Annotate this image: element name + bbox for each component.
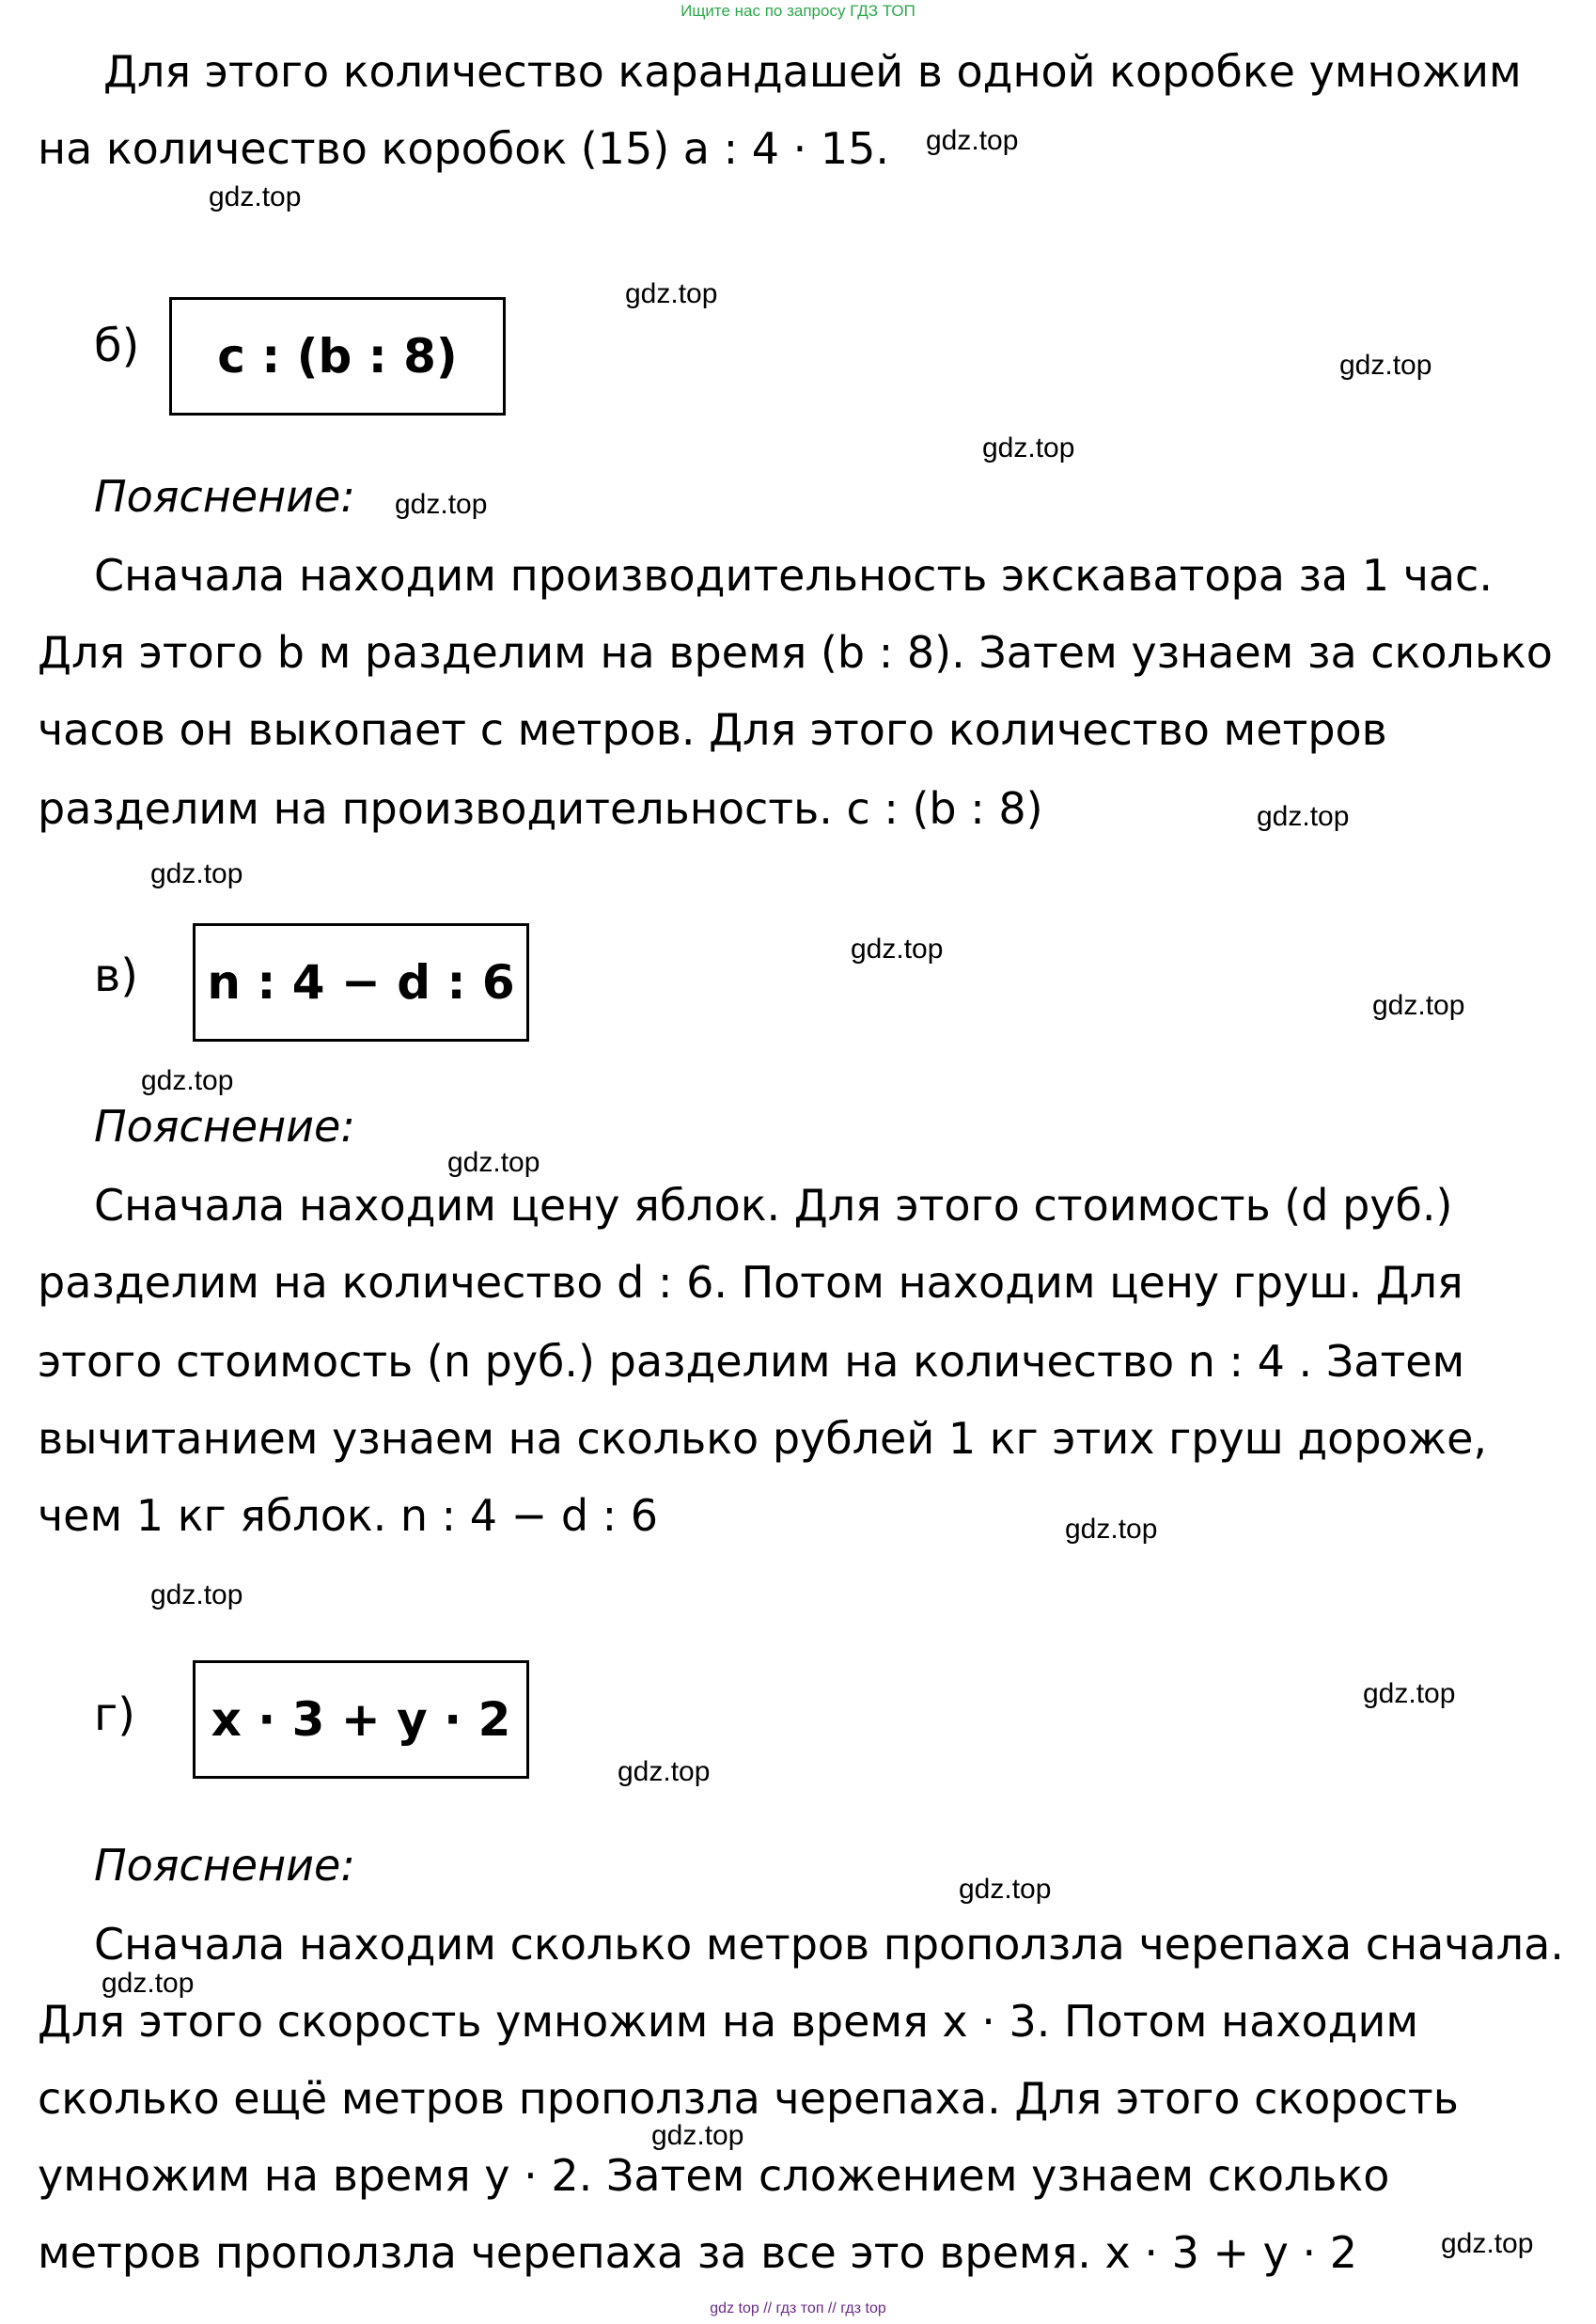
explanation-b-line-3: часов он выкопает c метров. Для этого количество метров — [38, 704, 1387, 755]
watermark: gdz.top — [1441, 2228, 1534, 2259]
watermark: gdz.top — [959, 1874, 1052, 1905]
watermark: gdz.top — [618, 1756, 711, 1787]
watermark: gdz.top — [926, 125, 1019, 156]
item-label-v: в) — [94, 950, 139, 1002]
watermark: gdz.top — [651, 2120, 744, 2151]
item-label-b: б) — [94, 320, 140, 372]
watermark: gdz.top — [141, 1065, 234, 1096]
footer-note: gdz top // гдз топ // гдз top — [710, 2300, 886, 2316]
explanation-g-line-2: Для этого скорость умножим на время x · 3. Потом находим — [38, 1996, 1419, 2047]
watermark: gdz.top — [625, 278, 718, 309]
explanation-b-line-1: Сначала находим производительность экскаватора за 1 час. — [94, 550, 1493, 601]
explanation-g-line-3: сколько ещё метров проползла черепаха. Для этого скорость — [38, 2073, 1459, 2124]
explanation-heading-g: Пояснение: — [94, 1840, 355, 1891]
explanation-v-line-4: вычитанием узнаем на сколько рублей 1 кг этих груш дороже, — [38, 1413, 1488, 1464]
item-label-g: г) — [94, 1688, 135, 1741]
watermark: gdz.top — [102, 1968, 195, 1999]
watermark: gdz.top — [1372, 990, 1465, 1021]
watermark: gdz.top — [150, 1579, 243, 1610]
watermark: gdz.top — [1339, 350, 1432, 381]
watermark: gdz.top — [209, 181, 302, 212]
explanation-g-line-5: метров проползла черепаха за все это время. x · 3 + y · 2 — [38, 2227, 1357, 2278]
watermark: gdz.top — [447, 1147, 540, 1178]
formula-box-b: c : (b : 8) — [169, 297, 506, 416]
explanation-v-line-5: чем 1 кг яблок. n : 4 − d : 6 — [38, 1490, 659, 1541]
formula-box-v: n : 4 − d : 6 — [193, 923, 529, 1042]
explanation-b-line-2: Для этого b м разделим на время (b : 8). Затем узнаем за сколько — [38, 627, 1553, 678]
watermark: gdz.top — [851, 934, 944, 965]
watermark: gdz.top — [1257, 801, 1350, 832]
explanation-v-line-2: разделим на количество d : 6. Потом находим цену груш. Для — [38, 1257, 1463, 1308]
watermark: gdz.top — [395, 489, 488, 520]
intro-line-2: на количество коробок (15) a : 4 · 15. — [38, 123, 890, 174]
explanation-heading-b: Пояснение: — [94, 471, 355, 522]
formula-box-g: x · 3 + y · 2 — [193, 1660, 529, 1779]
explanation-b-line-4: разделим на производительность. c : (b : 8) — [38, 783, 1043, 834]
watermark: gdz.top — [1363, 1678, 1456, 1709]
explanation-g-line-4: умножим на время y · 2. Затем сложением узнаем сколько — [38, 2150, 1390, 2201]
watermark: gdz.top — [150, 858, 243, 889]
explanation-heading-v: Пояснение: — [94, 1101, 355, 1152]
header-note: Ищите нас по запросу ГДЗ ТОП — [681, 2, 915, 20]
explanation-g-line-1: Сначала находим сколько метров проползла черепаха сначала. — [94, 1919, 1564, 1970]
watermark: gdz.top — [1065, 1514, 1158, 1545]
explanation-v-line-3: этого стоимость (n руб.) разделим на количество n : 4 . Затем — [38, 1336, 1465, 1387]
intro-line-1: Для этого количество карандашей в одной коробке умножим — [103, 46, 1522, 97]
watermark: gdz.top — [982, 432, 1075, 463]
explanation-v-line-1: Сначала находим цену яблок. Для этого стоимость (d руб.) — [94, 1180, 1453, 1231]
